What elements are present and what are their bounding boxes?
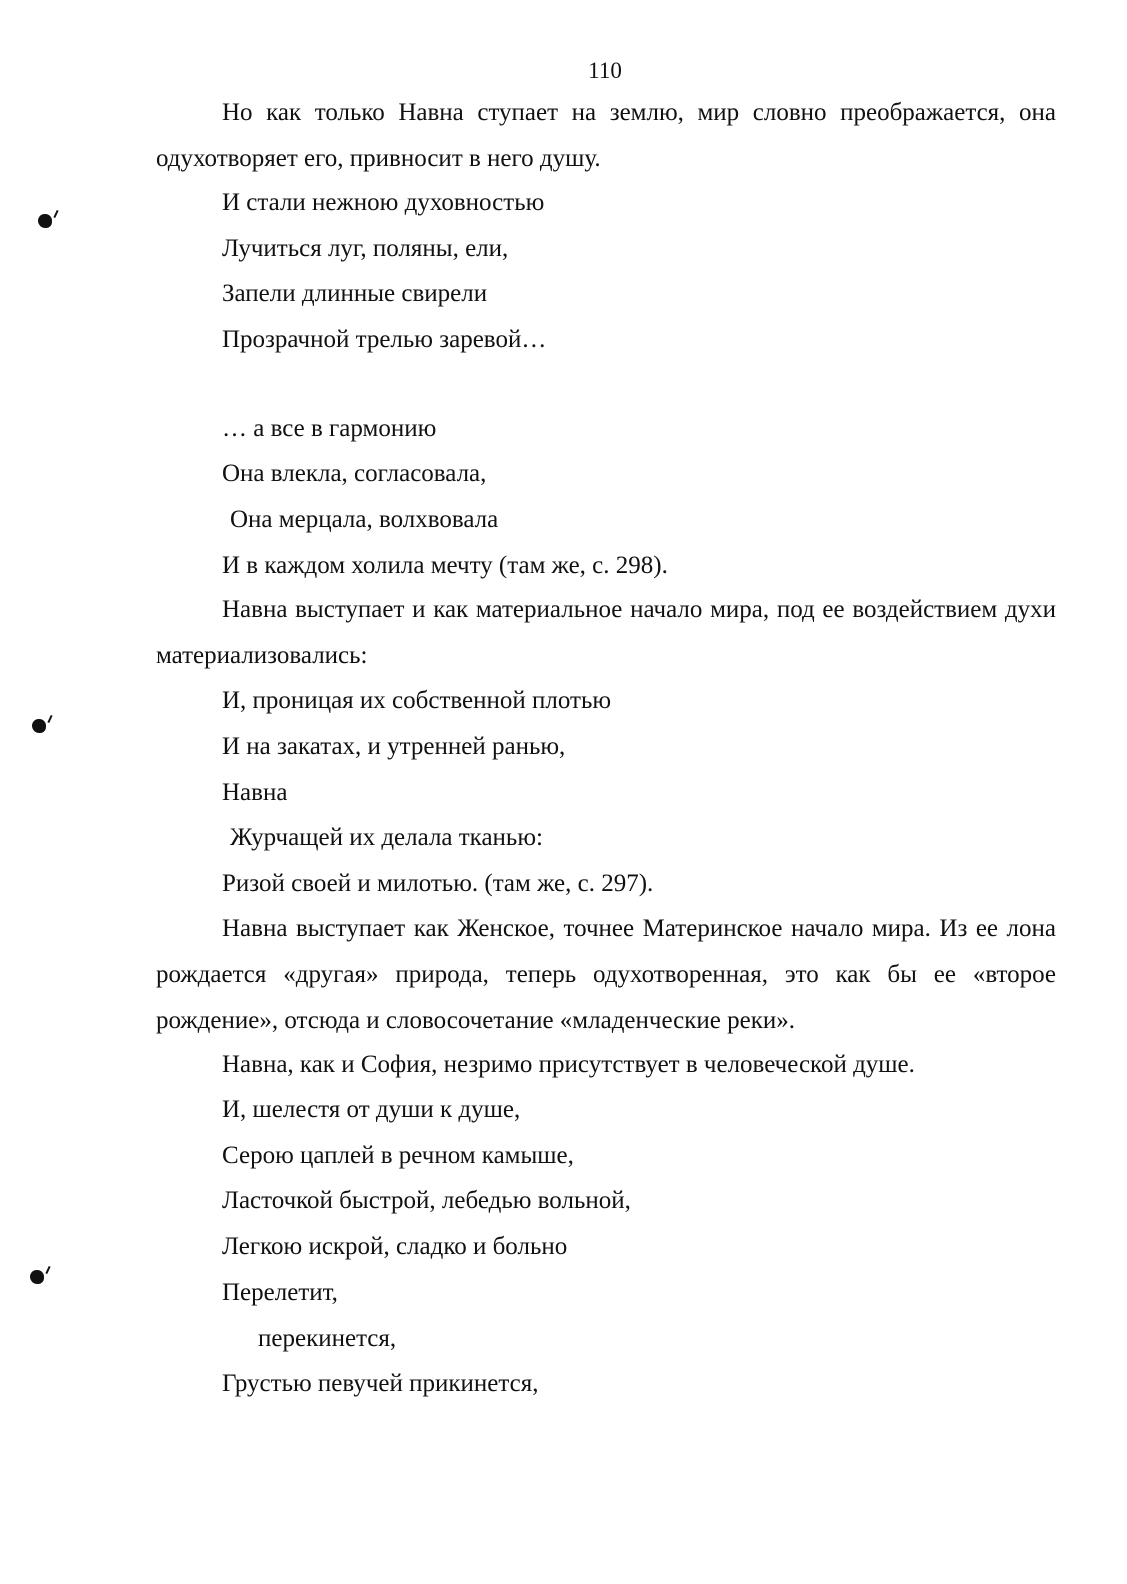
- binding-hole-mark: [30, 1270, 44, 1284]
- poem4-line-3: Ласточкой быстрой, лебедью вольной,: [222, 1187, 631, 1214]
- poem4-line-7: Грустью певучей прикинется,: [222, 1370, 539, 1397]
- page-number: 110: [588, 58, 622, 83]
- poem4-line-1: И, шелестя от души к душе,: [222, 1096, 521, 1123]
- poem2-line-3: Она мерцала, волхвовала: [230, 506, 499, 533]
- binding-hole-mark: [38, 214, 52, 228]
- poem3-line-4: Журчащей их делала тканью:: [230, 824, 543, 851]
- paragraph-4: Навна, как и София, незримо присутствует в человеческой душе.: [222, 1051, 915, 1078]
- poem3-line-3: Навна: [222, 779, 288, 806]
- poem2-line-4: И в каждом холила мечту (там же, с. 298).: [222, 552, 668, 579]
- binding-hole-mark: [32, 719, 46, 733]
- paragraph-2: Навна выступает и как материальное начало мира, под ее воздействием духи материализовались:: [156, 596, 1056, 669]
- poem4-line-6: перекинется,: [258, 1325, 397, 1352]
- paragraph-3: Навна выступает как Женское, точнее Материнское начало мира. Из ее лона рождается «другая» природа, теперь одухотворенная, это как бы ее «второе рождение», отсюда и словосочетание «младенческие реки».: [156, 915, 1056, 1034]
- poem1-line-3: Запели длинные свирели: [222, 280, 488, 307]
- poem1-line-4: Прозрачной трелью заревой…: [222, 326, 547, 353]
- poem1-line-2: Лучиться луг, поляны, ели,: [222, 235, 509, 262]
- paragraph-1: Но как только Навна ступает на землю, мир словно преображается, она одухотворяет его, привносит в него душу.: [156, 99, 1056, 172]
- poem4-line-5: Перелетит,: [222, 1279, 338, 1306]
- poem1-line-1: И стали нежною духовностью: [222, 189, 545, 216]
- poem2-line-1: … а все в гармонию: [222, 415, 437, 442]
- poem4-line-4: Легкою искрой, сладко и больно: [222, 1233, 568, 1260]
- poem4-line-2: Серою цаплей в речном камыше,: [222, 1142, 574, 1169]
- poem2-line-2: Она влекла, согласовала,: [222, 460, 487, 487]
- poem3-line-1: И, проницая их собственной плотью: [222, 687, 612, 714]
- poem3-line-5: Ризой своей и милотью. (там же, с. 297).: [222, 870, 654, 897]
- poem3-line-2: И на закатах, и утренней ранью,: [222, 733, 566, 760]
